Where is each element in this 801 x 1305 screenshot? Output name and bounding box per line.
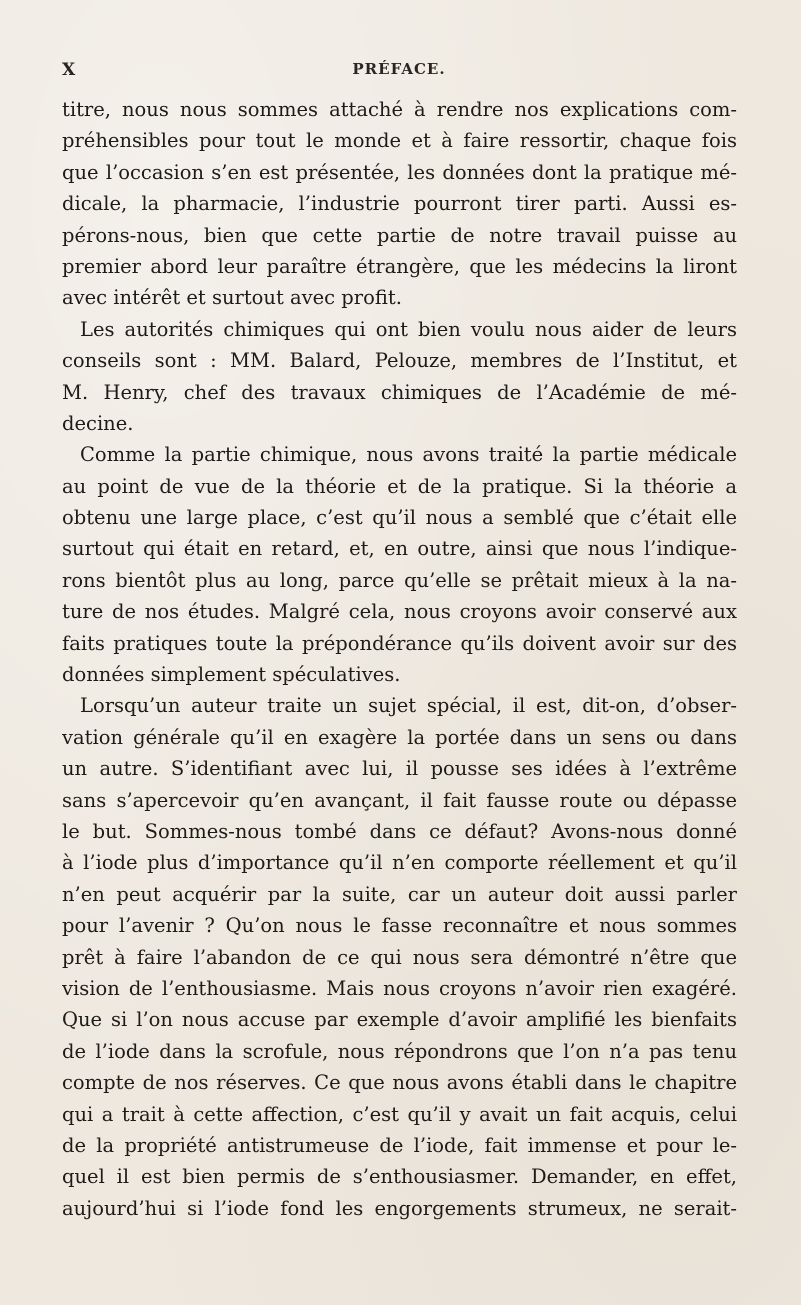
text-line: vision de l’enthousiasme. Mais nous croyons n’avoir rien exagéré. (62, 976, 737, 1000)
text-line: Les autorités chimiques qui ont bien voulu nous aider de leurs (80, 317, 737, 341)
text-line: rons bientôt plus au long, parce qu’elle se prêtait mieux à la na- (62, 568, 737, 592)
text-line: à l’iode plus d’importance qu’il n’en comporte réellement et qu’il (62, 851, 737, 875)
page-header (62, 60, 736, 84)
text-line: préhensibles pour tout le monde et à faire ressortir, chaque fois (62, 129, 737, 153)
body-text (62, 94, 737, 1224)
page-number: X (62, 60, 76, 80)
text-line: au point de vue de la théorie et de la pratique. Si la théorie a (62, 474, 737, 498)
text-line: dicale, la pharmacie, l’industrie pourront tirer parti. Aussi es- (62, 192, 737, 216)
text-line: Comme la partie chimique, nous avons traité la partie médicale (80, 443, 737, 467)
text-line: prêt à faire l’abandon de ce qui nous sera démontré n’être que (62, 945, 737, 969)
text-line: vation générale qu’il en exagère la portée dans un sens ou dans (62, 725, 737, 749)
text-line: decine. (62, 411, 134, 435)
text-line: qui a trait à cette affection, c’est qu’il y avait un fait acquis, celui (62, 1102, 737, 1126)
text-line: pérons-nous, bien que cette partie de notre travail puisse au (62, 223, 737, 247)
text-line: premier abord leur paraître étrangère, que les médecins la liront (62, 254, 737, 278)
text-line: quel il est bien permis de s’enthousiasmer. Demander, en effet, (62, 1165, 737, 1189)
text-line: ture de nos études. Malgré cela, nous croyons avoir conservé aux (62, 600, 737, 624)
text-line: de la propriété antistrumeuse de l’iode, fait immense et pour le- (62, 1133, 737, 1157)
running-title: PRÉFACE. (352, 60, 446, 78)
text-line: le but. Sommes-nous tombé dans ce défaut? Avons-nous donné (62, 819, 737, 843)
text-line: avec intérêt et surtout avec profit. (62, 286, 402, 310)
text-line: un autre. S’identifiant avec lui, il pousse ses idées à l’extrême (62, 757, 737, 781)
text-line: compte de nos réserves. Ce que nous avons établi dans le chapitre (62, 1071, 737, 1095)
text-line: surtout qui était en retard, et, en outre, ainsi que nous l’indique- (62, 537, 737, 561)
text-line: Lorsqu’un auteur traite un sujet spécial, il est, dit-on, d’obser- (80, 694, 737, 718)
text-line: aujourd’hui si l’iode fond les engorgements strumeux, ne serait- (62, 1196, 737, 1220)
text-line: données simplement spéculatives. (62, 663, 401, 687)
text-line: titre, nous nous sommes attaché à rendre nos explications com- (62, 98, 737, 121)
text-line: que l’occasion s’en est présentée, les données dont la pratique mé- (62, 160, 737, 184)
text-line: sans s’apercevoir qu’en avançant, il fait fausse route ou dépasse (62, 788, 737, 812)
text-line: n’en peut acquérir par la suite, car un auteur doit aussi parler (62, 882, 737, 906)
text-line: obtenu une large place, c’est qu’il nous a semblé que c’était elle (62, 506, 737, 530)
text-line: pour l’avenir ? Qu’on nous le fasse reconnaître et nous sommes (62, 914, 737, 938)
text-line: conseils sont : MM. Balard, Pelouze, membres de l’Institut, et (62, 349, 737, 373)
text-line: Que si l’on nous accuse par exemple d’avoir amplifié les bienfaits (62, 1008, 737, 1032)
text-line: faits pratiques toute la prépondérance qu’ils doivent avoir sur des (62, 631, 737, 655)
text-line: M. Henry, chef des travaux chimiques de l’Académie de mé- (62, 380, 737, 404)
text-line: de l’iode dans la scrofule, nous répondrons que l’on n’a pas tenu (62, 1039, 737, 1063)
